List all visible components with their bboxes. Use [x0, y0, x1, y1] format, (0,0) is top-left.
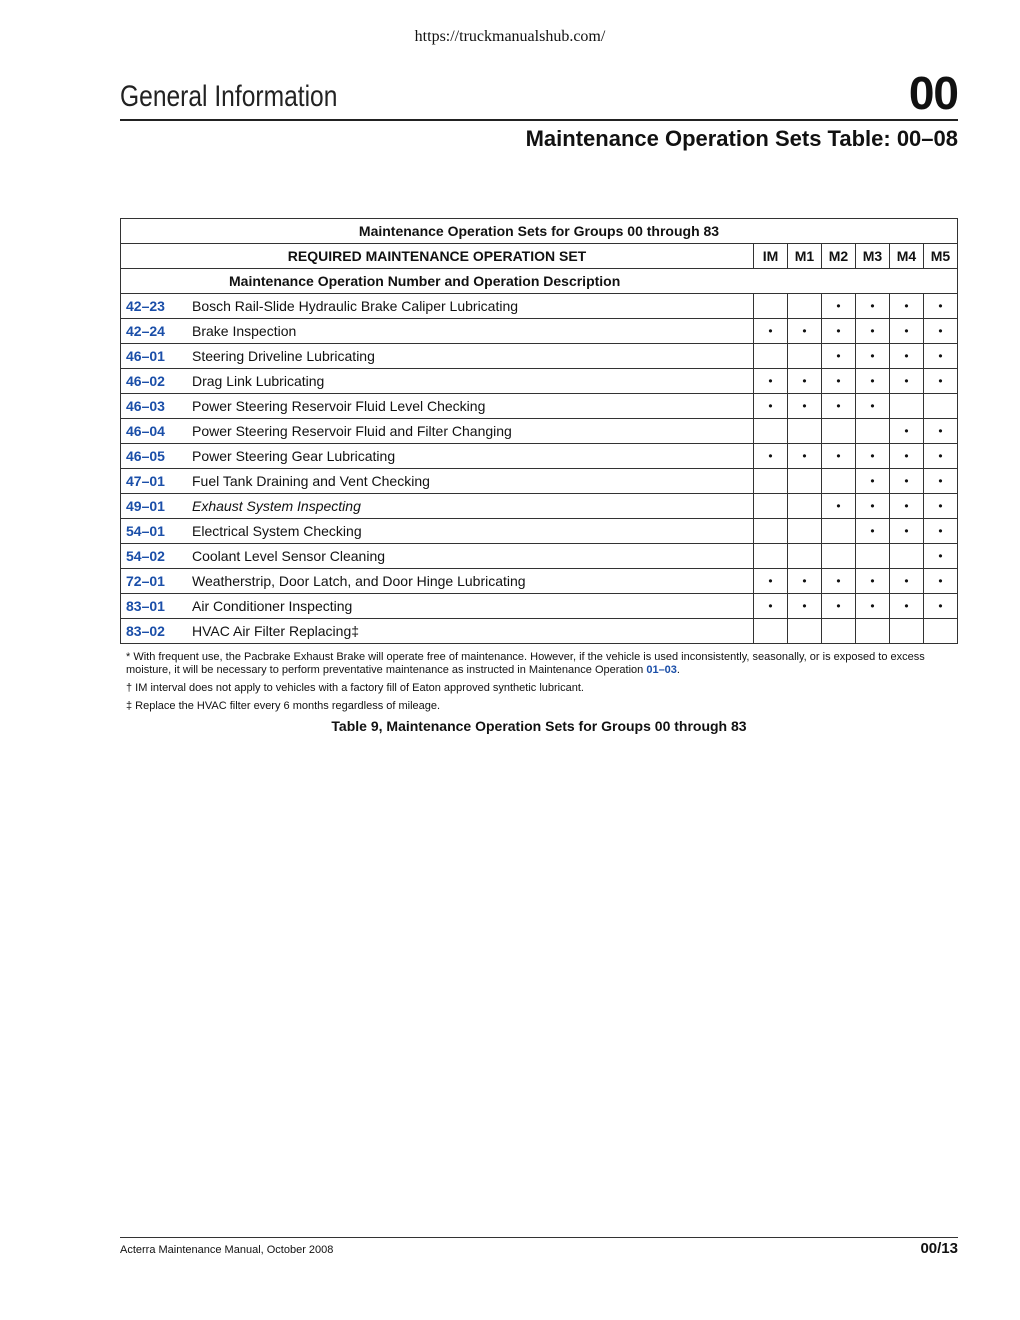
set-mark-m3: • [856, 294, 890, 319]
set-mark-m5: • [924, 594, 958, 619]
set-mark-m3: • [856, 594, 890, 619]
operation-number-cell [121, 519, 189, 544]
set-mark-m4 [890, 394, 924, 419]
table-row [121, 394, 958, 419]
set-mark-m3: • [856, 394, 890, 419]
set-mark-m5: • [924, 569, 958, 594]
set-mark-m1 [788, 494, 822, 519]
column-header-m4: M4 [890, 244, 924, 269]
set-mark-m2 [822, 544, 856, 569]
set-mark-m4: • [890, 344, 924, 369]
set-mark-im: • [754, 569, 788, 594]
footnote-text: * With frequent use, the Pacbrake Exhaust Brake will operate free of maintenance. However, if the vehicle is used inconsistently, seasonally, or is exposed to excess moisture, it will be necessary to perform preventative maintenance as instructed in Maintenance Operation [126, 651, 925, 676]
operation-description: Power Steering Gear Lubricating [188, 444, 754, 469]
table-row [121, 519, 958, 544]
set-mark-m3: • [856, 569, 890, 594]
set-mark-m3: • [856, 469, 890, 494]
operation-number-link[interactable]: 54–02 [126, 548, 165, 564]
table-row [121, 494, 958, 519]
set-mark-m1 [788, 519, 822, 544]
set-mark-m2: • [822, 594, 856, 619]
section-number: 00 [908, 67, 958, 119]
set-mark-im: • [754, 319, 788, 344]
operation-number-link[interactable]: 42–23 [126, 298, 165, 314]
operation-number-cell [121, 294, 189, 319]
set-mark-m5: • [924, 544, 958, 569]
operation-number-cell [121, 419, 189, 444]
set-mark-m5: • [924, 344, 958, 369]
operation-description-header: Maintenance Operation Number and Operation Description [121, 269, 958, 294]
set-mark-m1 [788, 619, 822, 644]
operation-number-link[interactable]: 46–01 [126, 348, 165, 364]
header-divider [120, 119, 958, 121]
set-mark-m5: • [924, 494, 958, 519]
operation-number-link[interactable]: 83–02 [126, 623, 165, 639]
column-header-m5: M5 [924, 244, 958, 269]
set-mark-m2: • [822, 294, 856, 319]
table-body [121, 294, 958, 644]
set-mark-m4: • [890, 469, 924, 494]
page-title: General Information [120, 80, 338, 113]
operation-description: Coolant Level Sensor Cleaning [188, 544, 754, 569]
operation-number-cell [121, 319, 189, 344]
set-mark-m3: • [856, 319, 890, 344]
set-mark-m2: • [822, 569, 856, 594]
set-mark-m5: • [924, 444, 958, 469]
set-mark-m4: • [890, 319, 924, 344]
set-mark-im [754, 619, 788, 644]
operation-description: Power Steering Reservoir Fluid Level Checking [188, 394, 754, 419]
set-mark-m2: • [822, 319, 856, 344]
operation-description: Air Conditioner Inspecting [188, 594, 754, 619]
operation-description: HVAC Air Filter Replacing‡ [188, 619, 754, 644]
set-mark-m5: • [924, 369, 958, 394]
set-mark-m4: • [890, 444, 924, 469]
table-row [121, 444, 958, 469]
footnote-im-interval: † IM interval does not apply to vehicles with a factory fill of Eaton approved synthetic lubricant. [126, 682, 584, 694]
set-mark-m4: • [890, 294, 924, 319]
set-mark-m5 [924, 394, 958, 419]
set-mark-m2 [822, 619, 856, 644]
operation-number-cell [121, 569, 189, 594]
set-mark-m3 [856, 419, 890, 444]
set-mark-im [754, 294, 788, 319]
page-subtitle: Maintenance Operation Sets Table: 00–08 [525, 126, 958, 151]
operation-description: Exhaust System Inspecting [188, 494, 754, 519]
set-mark-m3: • [856, 494, 890, 519]
operation-description: Brake Inspection [188, 319, 754, 344]
operation-number-cell [121, 344, 189, 369]
set-mark-m2: • [822, 444, 856, 469]
set-mark-m4: • [890, 569, 924, 594]
set-mark-m1 [788, 344, 822, 369]
operation-number-link[interactable]: 49–01 [126, 498, 165, 514]
operation-number-link[interactable]: 46–04 [126, 423, 165, 439]
set-mark-im [754, 544, 788, 569]
column-header-m2: M2 [822, 244, 856, 269]
operation-number-link[interactable]: 46–05 [126, 448, 165, 464]
set-mark-m4: • [890, 369, 924, 394]
set-mark-m4: • [890, 419, 924, 444]
maintenance-operation-table [120, 218, 958, 644]
set-mark-im [754, 469, 788, 494]
page-number: 00/13 [920, 1240, 958, 1257]
set-mark-m5: • [924, 294, 958, 319]
set-mark-m1 [788, 294, 822, 319]
operation-number-cell [121, 444, 189, 469]
set-mark-m5: • [924, 469, 958, 494]
operation-description: Steering Driveline Lubricating [188, 344, 754, 369]
column-header-im: IM [754, 244, 788, 269]
set-mark-m5 [924, 619, 958, 644]
column-header-m1: M1 [788, 244, 822, 269]
table-row [121, 469, 958, 494]
operation-number-link[interactable]: 72–01 [126, 573, 165, 589]
operation-number-cell [121, 619, 189, 644]
operation-description: Fuel Tank Draining and Vent Checking [188, 469, 754, 494]
required-set-header: REQUIRED MAINTENANCE OPERATION SET [121, 244, 754, 269]
operation-number-link[interactable]: 47–01 [126, 473, 165, 489]
set-mark-m5: • [924, 319, 958, 344]
footnote-exhaust-brake [120, 651, 958, 677]
operation-description: Bosch Rail-Slide Hydraulic Brake Caliper Lubricating [188, 294, 754, 319]
table-row [121, 344, 958, 369]
operation-number-cell [121, 369, 189, 394]
set-mark-m1: • [788, 444, 822, 469]
set-mark-im [754, 344, 788, 369]
table-caption-header: Maintenance Operation Sets for Groups 00 through 83 [121, 219, 958, 244]
footer-divider [120, 1237, 958, 1238]
set-mark-m1: • [788, 369, 822, 394]
operation-number-cell [121, 544, 189, 569]
table-row [121, 369, 958, 394]
footnote-end: . [676, 664, 680, 676]
source-url: https://truckmanualshub.com/ [414, 28, 606, 45]
set-mark-m4: • [890, 494, 924, 519]
set-mark-m3 [856, 544, 890, 569]
table-row [121, 619, 958, 644]
set-mark-m2 [822, 419, 856, 444]
set-mark-m2 [822, 519, 856, 544]
set-mark-m3: • [856, 519, 890, 544]
footnote-hvac-filter: ‡ Replace the HVAC filter every 6 months regardless of mileage. [126, 700, 441, 712]
operation-number-cell [121, 494, 189, 519]
table-row [121, 419, 958, 444]
set-mark-m1 [788, 419, 822, 444]
set-mark-m3: • [856, 369, 890, 394]
set-mark-m5: • [924, 419, 958, 444]
set-mark-im: • [754, 594, 788, 619]
table-row [121, 294, 958, 319]
set-mark-im [754, 494, 788, 519]
set-mark-m2: • [822, 344, 856, 369]
set-mark-m4: • [890, 519, 924, 544]
set-mark-m5: • [924, 519, 958, 544]
set-mark-m2: • [822, 494, 856, 519]
operation-number-link[interactable]: 54–01 [126, 523, 165, 539]
operation-number-cell [121, 594, 189, 619]
set-mark-im [754, 419, 788, 444]
set-mark-m4 [890, 544, 924, 569]
set-mark-im [754, 519, 788, 544]
set-mark-im: • [754, 444, 788, 469]
operation-description: Electrical System Checking [188, 519, 754, 544]
table-row [121, 544, 958, 569]
set-mark-m3 [856, 619, 890, 644]
set-mark-m2: • [822, 394, 856, 419]
set-mark-m1 [788, 469, 822, 494]
set-mark-m1: • [788, 569, 822, 594]
operation-link-01-03[interactable]: 01–03 [646, 664, 677, 676]
operation-description: Power Steering Reservoir Fluid and Filter Changing [188, 419, 754, 444]
table-row [121, 594, 958, 619]
table-notes [120, 651, 958, 718]
column-header-m3: M3 [856, 244, 890, 269]
operation-number-cell [121, 469, 189, 494]
set-mark-im: • [754, 369, 788, 394]
set-mark-m1: • [788, 594, 822, 619]
set-mark-m3: • [856, 444, 890, 469]
set-mark-im: • [754, 394, 788, 419]
operation-number-link[interactable]: 46–02 [126, 373, 165, 389]
set-mark-m1 [788, 544, 822, 569]
set-mark-m1: • [788, 394, 822, 419]
set-mark-m2 [822, 469, 856, 494]
operation-number-link[interactable]: 83–01 [126, 598, 165, 614]
set-mark-m1: • [788, 319, 822, 344]
set-mark-m4: • [890, 594, 924, 619]
table-row [121, 569, 958, 594]
set-mark-m3: • [856, 344, 890, 369]
set-mark-m2: • [822, 369, 856, 394]
footer-manual-title: Acterra Maintenance Manual, October 2008 [120, 1244, 334, 1256]
table-caption: Table 9, Maintenance Operation Sets for Groups 00 through 83 [331, 718, 747, 734]
table-row [121, 319, 958, 344]
operation-description: Drag Link Lubricating [188, 369, 754, 394]
set-mark-m4 [890, 619, 924, 644]
operation-number-cell [121, 394, 189, 419]
operation-number-link[interactable]: 46–03 [126, 398, 165, 414]
operation-number-link[interactable]: 42–24 [126, 323, 165, 339]
operation-description: Weatherstrip, Door Latch, and Door Hinge Lubricating [188, 569, 754, 594]
